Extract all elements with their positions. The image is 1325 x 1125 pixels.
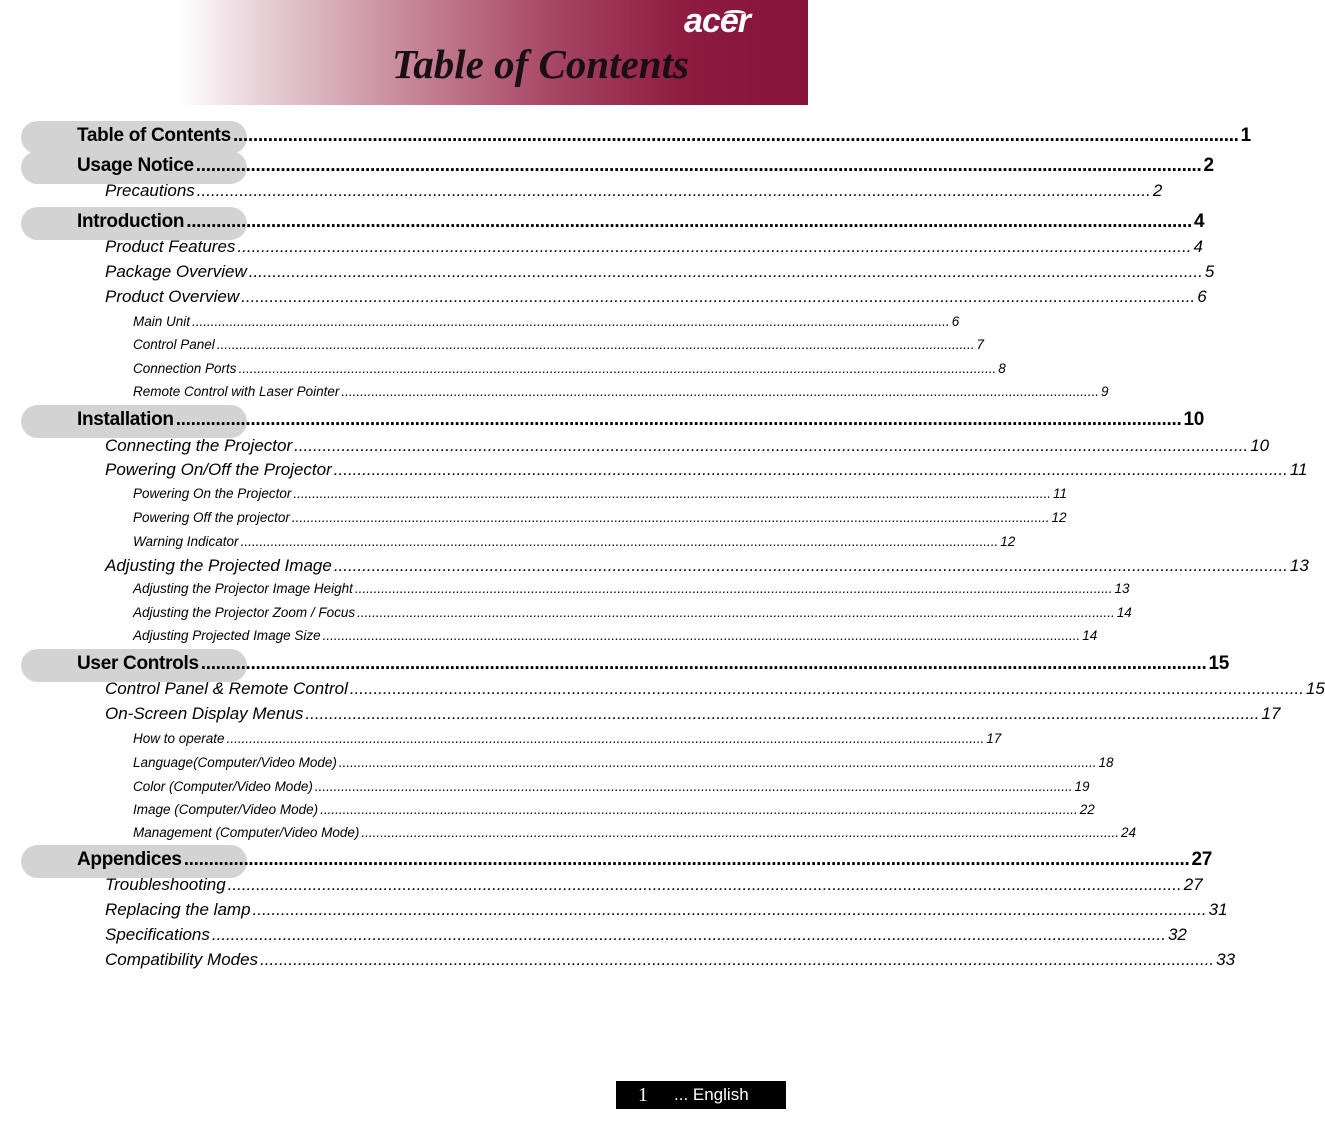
toc-leader-dots: .......................................................................................................................................................................................................... [320,802,1078,817]
toc-entry-title: Compatibility Modes [105,950,259,969]
toc-entry-page: 12 [1051,510,1067,525]
toc-entry-level-2[interactable] [105,900,1228,924]
toc-entry-level-3[interactable] [133,825,1137,845]
toc-entry-page: 27 [1191,849,1212,870]
toc-entry-title: Powering On/Off the Projector [105,460,332,479]
footer-language: ... English [674,1085,749,1104]
toc-entry-title: Powering Off the projector [133,510,290,525]
toc-entry-page: 17 [1261,704,1281,723]
toc-leader-dots: .......................................................................................................................................................................................................... [291,510,1050,525]
toc-leader-dots: .......................................................................................................................................................................................................... [240,534,999,549]
toc-leader-dots: .......................................................................................................................................................................................................... [333,460,1288,479]
toc-leader-dots: .......................................................................................................................................................................................................... [232,125,1239,146]
toc-leader-dots: .......................................................................................................................................................................................................... [354,581,1113,596]
toc-entry-title: Control Panel [133,337,215,352]
toc-entry-page: 4 [1193,237,1203,256]
toc-entry-page: 18 [1098,755,1114,770]
toc-leader-dots: .......................................................................................................................................................................................................... [196,181,1151,200]
toc-entry-page: 33 [1216,950,1236,969]
toc-entry-title: Troubleshooting [105,875,226,894]
toc-entry-level-2[interactable] [105,925,1187,949]
toc-entry-title: Adjusting Projected Image Size [133,628,321,643]
toc-leader-dots: .......................................................................................................................................................................................................... [192,314,950,329]
toc-entry-level-1[interactable] [77,211,1205,237]
toc-entry-level-2[interactable] [105,950,1236,974]
toc-entry-title: Powering On the Projector [133,486,292,501]
toc-entry-level-1[interactable] [77,125,1251,151]
toc-leader-dots: .......................................................................................................................................................................................................... [294,436,1249,455]
toc-entry-level-3[interactable] [133,337,984,357]
toc-leader-dots: .......................................................................................................................................................................................................... [227,875,1182,894]
toc-entry-page: 31 [1208,900,1228,919]
toc-entry-title: Remote Control with Laser Pointer [133,384,340,399]
toc-entry-level-2[interactable] [105,436,1270,460]
toc-leader-dots: .......................................................................................................................................................................................................... [361,825,1120,840]
toc-entry-title: Replacing the lamp [105,900,251,919]
toc-entry-title: User Controls [77,653,199,674]
toc-entry-title: Package Overview [105,262,247,281]
toc-entry-page: 4 [1193,211,1205,232]
toc-leader-dots: .......................................................................................................................................................................................................... [293,486,1051,501]
toc-entry-level-2[interactable] [105,556,1309,580]
toc-leader-dots: .......................................................................................................................................................................................................... [322,628,1081,643]
toc-entry-level-1[interactable] [77,849,1212,875]
toc-leader-dots: .......................................................................................................................................................................................................... [200,653,1207,674]
toc-entry-level-3[interactable] [133,581,1130,601]
toc-entry-page: 15 [1305,679,1325,698]
toc-entry-title: Control Panel & Remote Control [105,679,348,698]
toc-leader-dots: .......................................................................................................................................................................................................... [260,950,1215,969]
toc-entry-page: 11 [1289,460,1308,479]
toc-entry-title: Language(Computer/Video Mode) [133,755,337,770]
toc-leader-dots: .......................................................................................................................................................................................................... [252,900,1207,919]
toc-leader-dots: .......................................................................................................................................................................................................... [238,361,997,376]
toc-leader-dots: .......................................................................................................................................................................................................... [341,384,1099,399]
toc-entry-title: Main Unit [133,314,191,329]
toc-entry-page: 9 [1101,384,1109,399]
toc-entry-title: Precautions [105,181,195,200]
toc-entry-page: 2 [1152,181,1163,200]
toc-entry-title: Product Features [105,237,236,256]
toc-entry-page: 22 [1079,802,1095,817]
toc-entry-page: 19 [1074,779,1090,794]
toc-entry-title: Introduction [77,211,185,232]
toc-entry-page: 13 [1114,581,1130,596]
toc-entry-page: 12 [1000,534,1016,549]
toc-entry-level-3[interactable] [133,534,1016,554]
toc-entry-level-3[interactable] [133,605,1132,625]
toc-leader-dots: .......................................................................................................................................................................................................... [211,925,1166,944]
toc-entry-title: Product Overview [105,287,240,306]
toc-entry-level-2[interactable] [105,875,1203,899]
toc-entry-page: 2 [1203,155,1214,176]
toc-entry-level-3[interactable] [133,361,1006,381]
toc-entry-level-3[interactable] [133,731,1002,751]
toc-entry-page: 15 [1208,653,1230,674]
toc-entry-page: 17 [986,731,1002,746]
toc-entry-title: Color (Computer/Video Mode) [133,779,313,794]
toc-leader-dots: .......................................................................................................................................................................................................... [186,211,1192,232]
toc-entry-level-3[interactable] [133,802,1095,822]
brand-logo: acer [684,2,750,40]
toc-entry-level-3[interactable] [133,755,1114,775]
toc-entry-page: 10 [1183,409,1204,430]
toc-entry-page: 5 [1204,262,1215,281]
toc-entry-title: Adjusting the Projector Image Height [133,581,353,596]
toc-entry-level-2[interactable] [105,237,1203,261]
toc-leader-dots: .......................................................................................................................................................................................................... [349,679,1304,698]
toc-entry-page: 8 [998,361,1006,376]
toc-entry-page: 14 [1082,628,1098,643]
toc-leader-dots: .......................................................................................................................................................................................................... [183,849,1190,870]
toc-leader-dots: .......................................................................................................................................................................................................... [195,155,1202,176]
toc-entry-page: 13 [1289,556,1309,575]
toc-entry-level-3[interactable] [133,628,1098,648]
toc-leader-dots: .......................................................................................................................................................................................................... [237,237,1192,256]
toc-entry-level-1[interactable] [77,155,1214,181]
toc-entry-level-2[interactable] [105,287,1207,311]
toc-leader-dots: .......................................................................................................................................................................................................... [314,779,1073,794]
toc-entry-level-2[interactable] [105,679,1325,703]
toc-entry-title: How to operate [133,731,225,746]
toc-entry-level-3[interactable] [133,486,1068,506]
toc-entry-level-2[interactable] [105,262,1215,286]
toc-entry-level-1[interactable] [77,653,1230,679]
toc-entry-title: Connecting the Projector [105,436,293,455]
toc-entry-page: 32 [1167,925,1187,944]
toc-entry-page: 14 [1116,605,1132,620]
toc-entry-title: Usage Notice [77,155,194,176]
toc-entry-page: 24 [1121,825,1137,840]
toc-leader-dots: .......................................................................................................................................................................................................... [216,337,975,352]
toc-entry-title: Adjusting the Projected Image [105,556,332,575]
toc-entry-level-2[interactable] [105,460,1308,484]
toc-entry-title: Connection Ports [133,361,237,376]
toc-entry-page: 6 [1197,287,1207,306]
toc-entry-level-3[interactable] [133,779,1090,799]
toc-entry-title: Table of Contents [77,125,231,146]
toc-entry-page: 27 [1183,875,1203,894]
toc-entry-title: Specifications [105,925,210,944]
toc-leader-dots: .......................................................................................................................................................................................................... [357,605,1115,620]
toc-entry-level-1[interactable] [77,409,1204,435]
footer-page-number: 1 [638,1083,648,1106]
toc-leader-dots: .......................................................................................................................................................................................................... [305,704,1260,723]
toc-entry-page: 10 [1250,436,1270,455]
toc-entry-title: Warning Indicator [133,534,239,549]
toc-entry-title: Adjusting the Projector Zoom / Focus [133,605,356,620]
toc-entry-level-3[interactable] [133,314,960,334]
toc-entry-title: Installation [77,409,174,430]
toc-entry-page: 7 [976,337,984,352]
toc-leader-dots: .......................................................................................................................................................................................................... [248,262,1203,281]
toc-leader-dots: .......................................................................................................................................................................................................... [175,409,1182,430]
toc-entry-level-2[interactable] [105,181,1163,205]
toc-leader-dots: .......................................................................................................................................................................................................... [226,731,985,746]
toc-entry-level-3[interactable] [133,510,1067,530]
toc-entry-page: 1 [1240,125,1251,146]
toc-entry-page: 11 [1053,486,1068,501]
toc-entry-title: Image (Computer/Video Mode) [133,802,319,817]
page-title: Table of Contents [392,41,689,87]
toc-entry-level-2[interactable] [105,704,1281,728]
toc-entry-title: Management (Computer/Video Mode) [133,825,360,840]
toc-leader-dots: .......................................................................................................................................................................................................... [338,755,1097,770]
toc-leader-dots: .......................................................................................................................................................................................................... [241,287,1196,306]
page-footer [616,1081,786,1109]
toc-entry-title: Appendices [77,849,182,870]
toc-entry-level-3[interactable] [133,384,1109,404]
toc-entry-page: 6 [951,314,960,329]
toc-entry-title: On-Screen Display Menus [105,704,304,723]
toc-leader-dots: .......................................................................................................................................................................................................... [333,556,1288,575]
